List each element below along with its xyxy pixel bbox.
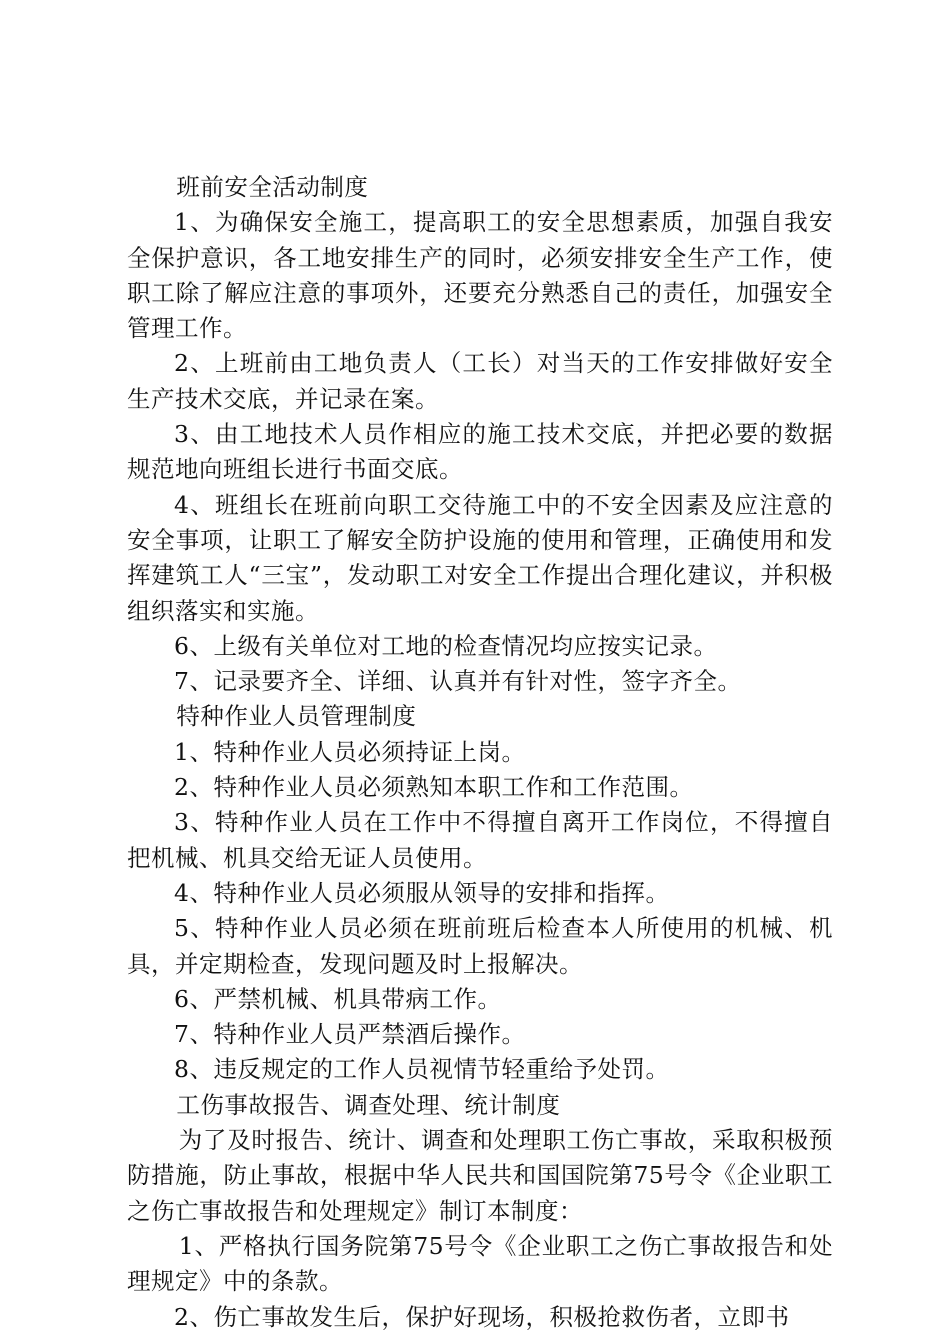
paragraph-item-1: 1、严格执行国务院第75号令《企业职工之伤亡事故报告和处理规定》中的条款。 <box>127 1231 833 1296</box>
paragraph-item-5: 5、特种作业人员必须在班前班后检查本人所使用的机械、机具，并定期检查，发现问题及时上报解决。 <box>127 914 833 978</box>
paragraph-item-3: 3、特种作业人员在工作中不得擅自离开工作岗位，不得擅自把机械、机具交给无证人员使用。 <box>127 808 833 872</box>
section-title-injury-reporting: 工伤事故报告、调查处理、统计制度 <box>176 1090 561 1119</box>
section-title-special-operators: 特种作业人员管理制度 <box>176 702 417 731</box>
paragraph-item-2: 2、伤亡事故发生后，保护好现场，积极抢救伤者，立即书 <box>174 1302 790 1331</box>
paragraph-item-4: 4、班组长在班前向职工交待施工中的不安全因素及应注意的安全事项，让职工了解安全防护设施的使用和管理，正确使用和发挥建筑工人“三宝”，发动职工对安全工作提出合理化建议，并积极组织落实和实施。 <box>127 490 833 625</box>
paragraph-item-4: 4、特种作业人员必须服从领导的安排和指挥。 <box>174 878 670 907</box>
paragraph-item-6: 6、上级有关单位对工地的检查情况均应按实记录。 <box>174 631 718 660</box>
paragraph-intro: 为了及时报告、统计、调查和处理职工伤亡事故，采取积极预防措施，防止事故，根据中华人民共和国国院第75号令《企业职工之伤亡事故报告和处理规定》制订本制度： <box>127 1126 833 1225</box>
paragraph-item-6: 6、严禁机械、机具带病工作。 <box>174 984 502 1013</box>
paragraph-item-8: 8、违反规定的工作人员视情节轻重给予处罚。 <box>174 1055 670 1084</box>
paragraph-item-1: 1、特种作业人员必须持证上岗。 <box>174 737 526 766</box>
paragraph-item-2: 2、特种作业人员必须熟知本职工作和工作范围。 <box>174 773 694 802</box>
paragraph-item-1: 1、为确保安全施工，提高职工的安全思想素质，加强自我安全保护意识，各工地安排生产的同时，必须安排安全生产工作，使职工除了解应注意的事项外，还要充分熟悉自己的责任，加强安全管理工作。 <box>127 208 833 343</box>
paragraph-item-3: 3、由工地技术人员作相应的施工技术交底，并把必要的数据规范地向班组长进行书面交底。 <box>127 420 833 484</box>
document-body <box>127 170 833 1335</box>
paragraph-item-7: 7、特种作业人员严禁酒后操作。 <box>174 1020 526 1049</box>
paragraph-item-2: 2、上班前由工地负责人（工长）对当天的工作安排做好安全生产技术交底，并记录在案。 <box>127 349 833 413</box>
section-title-pre-shift-safety: 班前安全活动制度 <box>176 173 369 201</box>
paragraph-item-7: 7、记录要齐全、详细、认真并有针对性，签字齐全。 <box>174 667 742 696</box>
